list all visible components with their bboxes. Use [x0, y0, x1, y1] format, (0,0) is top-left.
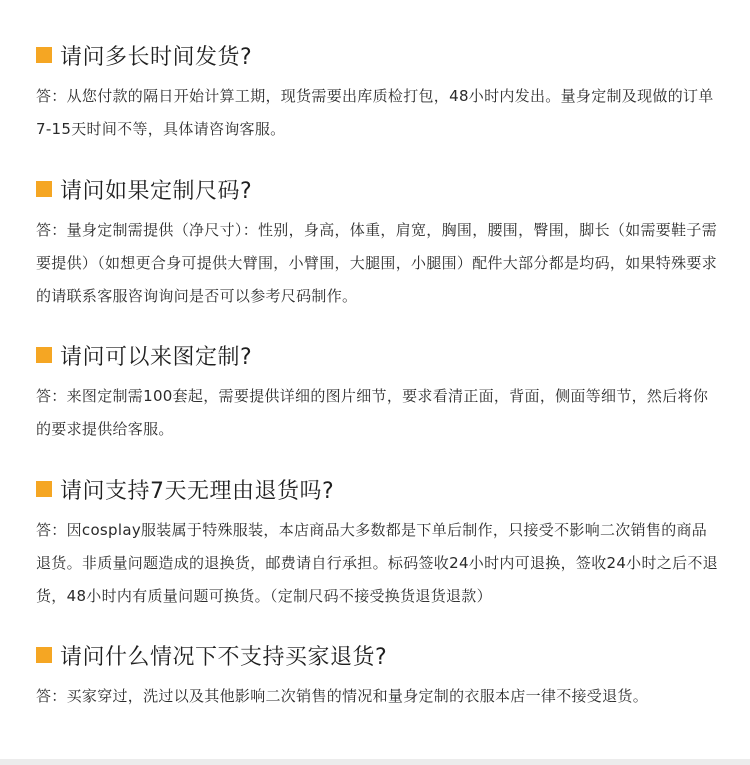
faq-question: [36, 640, 720, 670]
bullet-square-icon: [36, 181, 52, 197]
bullet-square-icon: [36, 481, 52, 497]
faq-question: [36, 174, 720, 204]
faq-answer: 答：买家穿过，洗过以及其他影响二次销售的情况和量身定制的衣服本店一律不接受退货。: [36, 687, 649, 705]
bullet-square-icon: [36, 47, 52, 63]
faq-item-picture-custom: [36, 340, 720, 446]
bullet-square-icon: [36, 347, 52, 363]
faq-item-shipping-time: [36, 40, 720, 146]
faq-question-text: 请问支持7天无理由退货吗?: [60, 478, 335, 504]
bullet-square-icon: [36, 647, 52, 663]
faq-question: [36, 40, 720, 70]
faq-question: [36, 340, 720, 370]
faq-item-no-return: [36, 640, 720, 713]
faq-question: [36, 474, 720, 504]
faq-answer: 答：来图定制需100套起，需要提供详细的图片细节，要求看清正面，背面，侧面等细节，然后将你的要求提供给客服。: [36, 387, 709, 438]
faq-question-text: 请问多长时间发货?: [60, 44, 253, 70]
faq-question-text: 请问如果定制尺码?: [60, 178, 253, 204]
faq-item-seven-day-return: [36, 474, 720, 613]
bottom-divider: [0, 759, 750, 765]
faq-answer: 答：因cosplay服装属于特殊服装，本店商品大多数都是下单后制作，只接受不影响二次销售的商品退货。非质量问题造成的退换货，邮费请自行承担。标码签收24小时内可退换，签收24小时之后不退货，48小时内有质量问题可换货。（定制尺码不接受换货退货退款）: [36, 521, 718, 605]
faq-answer: 答：量身定制需提供（净尺寸）：性别，身高，体重，肩宽，胸围，腰围，臀围，脚长（如需要鞋子需要提供）（如想更合身可提供大臂围，小臂围，大腿围，小腿围）配件大部分都是均码，如果特殊要求的请联系客服咨询询问是否可以参考尺码制作。: [36, 221, 718, 305]
faq-question-text: 请问什么情况下不支持买家退货?: [60, 644, 388, 670]
faq-item-custom-size: [36, 174, 720, 313]
faq-answer: 答：从您付款的隔日开始计算工期，现货需要出库质检打包，48小时内发出。量身定制及现做的订单7-15天时间不等，具体请咨询客服。: [36, 87, 714, 138]
faq-question-text: 请问可以来图定制?: [60, 344, 253, 370]
